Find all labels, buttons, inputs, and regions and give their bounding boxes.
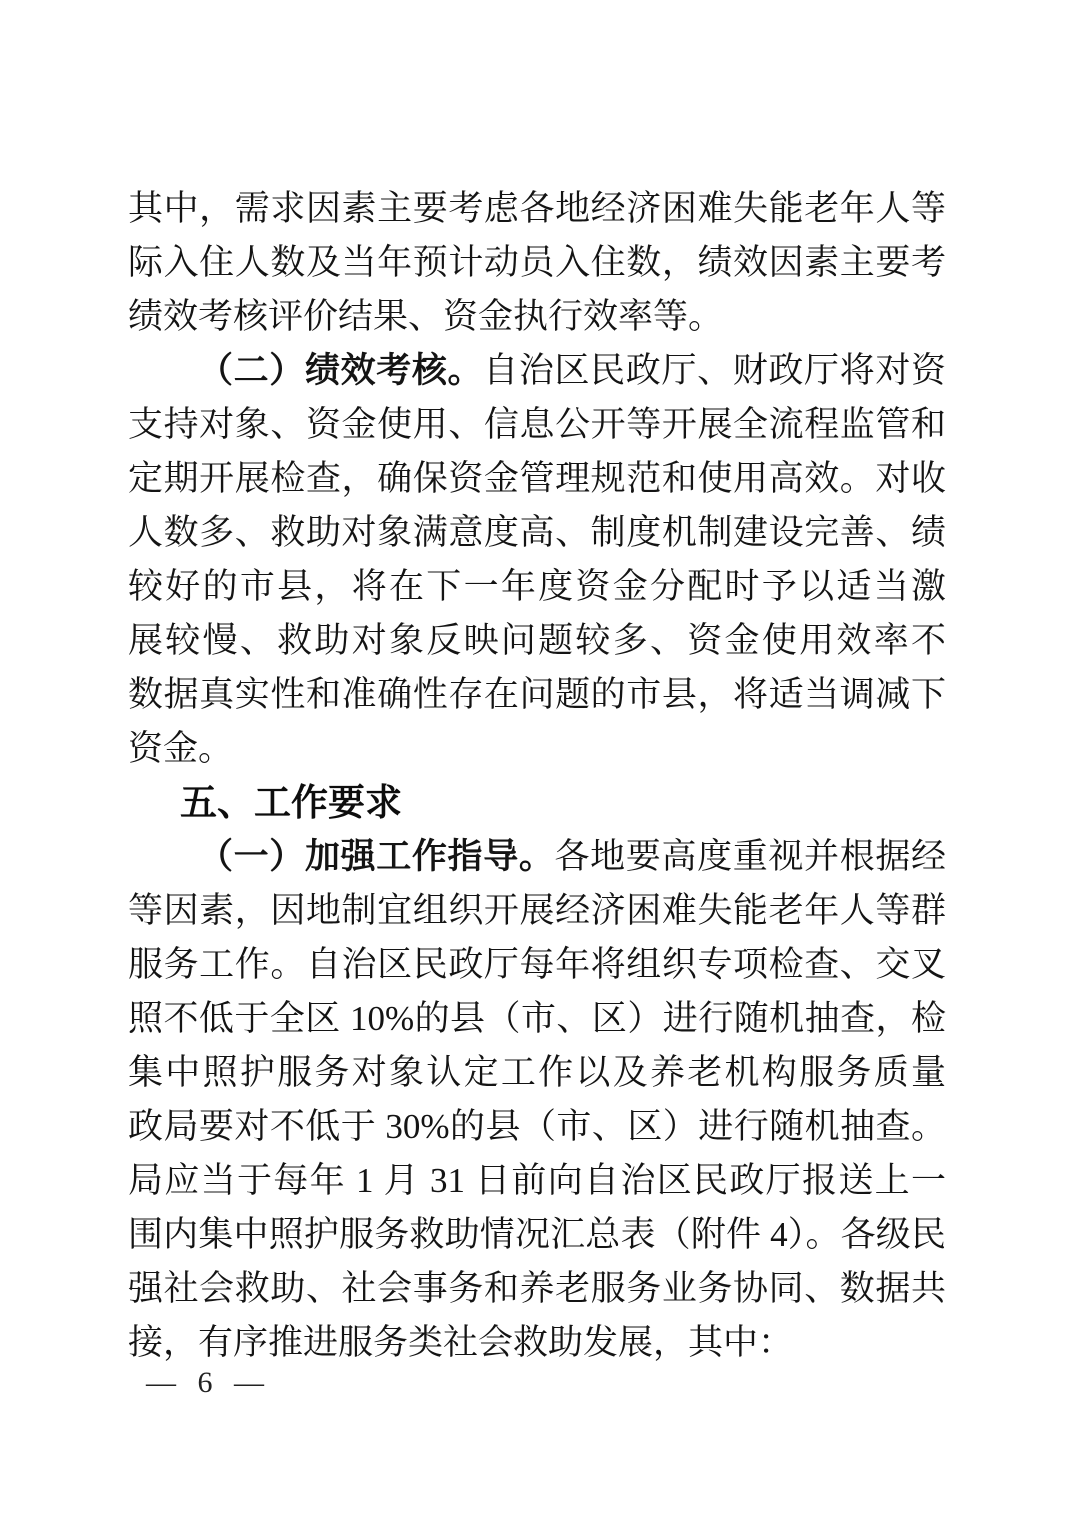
text-line: [128, 506, 946, 560]
text-line: [128, 560, 946, 614]
section-heading: [128, 776, 946, 830]
text-line: [128, 1154, 946, 1208]
text-run: 等因素，因地制宜组织开展经济困难失能老年人等群: [128, 891, 946, 930]
text-run: 际入住人数及当年预计动员入住数，绩效因素主要考: [128, 243, 946, 282]
text-line: [128, 884, 946, 938]
text-line: [128, 938, 946, 992]
bold-text-run: （一）加强工作指导。: [198, 837, 555, 876]
text-line: [128, 668, 946, 722]
text-line: [128, 1262, 946, 1316]
text-run: 自治区民政厅、财政厅将对资: [483, 351, 946, 390]
page-number: — 6 —: [146, 1366, 266, 1399]
text-line: [128, 452, 946, 506]
text-line: [128, 830, 946, 884]
bold-text-run: 五、工作要求: [180, 782, 402, 823]
text-run: 展较慢、救助对象反映问题较多、资金使用效率不: [128, 621, 946, 660]
text-run: 围内集中照护服务救助情况汇总表（附件 4）。各级民: [128, 1215, 946, 1254]
text-run: 资金。: [128, 729, 234, 768]
text-run: 绩效考核评价结果、资金执行效率等。: [128, 297, 724, 336]
text-run: 人数多、救助对象满意度高、制度机制建设完善、绩: [128, 513, 946, 552]
text-line: [128, 1208, 946, 1262]
text-run: 政局要对不低于 30%的县（市、区）进行随机抽查。: [128, 1107, 946, 1146]
text-run: 其中，需求因素主要考虑各地经济困难失能老年人等: [128, 189, 946, 228]
document-body: [128, 182, 946, 1370]
text-line: [128, 236, 946, 290]
text-run: 各地要高度重视并根据经: [554, 837, 946, 876]
text-line: [128, 344, 946, 398]
text-run: 局应当于每年 1 月 31 日前向自治区民政厅报送上一: [128, 1161, 946, 1200]
text-run: 支持对象、资金使用、信息公开等开展全流程监管和: [128, 405, 946, 444]
text-line: [128, 614, 946, 668]
text-run: 服务工作。自治区民政厅每年将组织专项检查、交叉: [128, 945, 946, 984]
text-run: 较好的市县，将在下一年度资金分配时予以适当激: [128, 567, 946, 606]
text-run: 强社会救助、社会事务和养老服务业务协同、数据共: [128, 1269, 946, 1308]
text-line: [128, 398, 946, 452]
text-line: [128, 290, 946, 344]
text-line: [128, 1100, 946, 1154]
text-line: [128, 182, 946, 236]
text-run: 照不低于全区 10%的县（市、区）进行随机抽查，检: [128, 999, 946, 1038]
text-run: 接，有序推进服务类社会救助发展，其中：: [128, 1323, 794, 1362]
text-run: 集中照护服务对象认定工作以及养老机构服务质量: [128, 1053, 946, 1092]
bold-text-run: （二）绩效考核。: [198, 351, 484, 390]
text-line: [128, 1046, 946, 1100]
text-run: 数据真实性和准确性存在问题的市县，将适当调减下: [128, 675, 946, 714]
text-run: 定期开展检查，确保资金管理规范和使用高效。对收: [128, 459, 946, 498]
text-line: [128, 992, 946, 1046]
text-line: [128, 722, 946, 776]
text-line: [128, 1316, 946, 1370]
